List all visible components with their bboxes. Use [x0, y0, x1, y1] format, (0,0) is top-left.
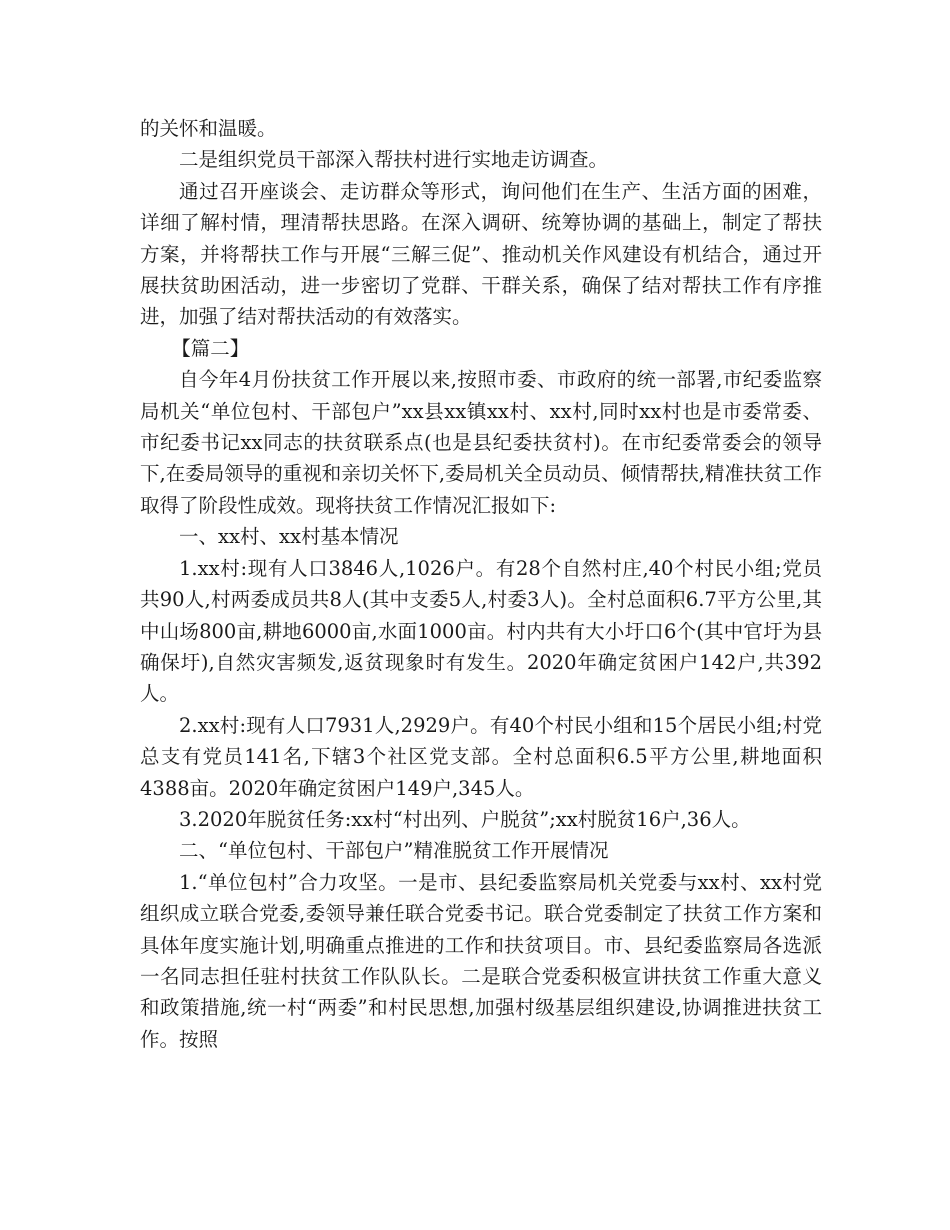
- paragraph-visit-details: 通过召开座谈会、走访群众等形式，询问他们在生产、生活方面的困难，详细了解村情，理清帮扶思路。在深入调研、统筹协调的基础上，制定了帮扶方案，并将帮扶工作与开展“三解三促”、推动机关作风建设有机结合，通过开展扶贫助困活动，进一步密切了党群、干群关系，确保了结对帮扶工作有序推进，加强了结对帮扶活动的有效落实。: [140, 179, 822, 329]
- paragraph-unit-village: 1.“单位包村”合力攻坚。一是市、县纪委监察局机关党委与xx村、xx村党组织成立联合党委,委领导兼任联合党委书记。联合党委制定了扶贫工作方案和具体年度实施计划,明确重点推进的工作和扶贫项目。市、县纪委监察局各选派一名同志担任驻村扶贫工作队队长。二是联合党委积极宣讲扶贫工作重大意义和政策措施,统一村“两委”和村民思想,加强村级基层组织建设,协调推进扶贫工作。按照: [140, 870, 822, 1051]
- paragraph-intro: 自今年4月份扶贫工作开展以来,按照市委、市政府的统一部署,市纪委监察局机关“单位包村、干部包户”xx县xx镇xx村、xx村,同时xx村也是市委常委、市纪委书记xx同志的扶贫联系点(也是县纪委扶贫村)。在市纪委常委会的领导下,在委局领导的重视和亲切关怀下,委局机关全员动员、倾情帮扶,精准扶贫工作取得了阶段性成效。现将扶贫工作情况汇报如下:: [140, 368, 822, 517]
- heading-basic-situation: 一、xx村、xx村基本情况: [179, 525, 399, 549]
- paragraph-village-two: 2.xx村:现有人口7931人,2929户。有40个村民小组和15个居民小组;村党总支有党员141名,下辖3个社区党支部。全村总面积6.5平方公里,耕地面积4388亩。2020年确定贫困户149户,345人。: [140, 713, 822, 800]
- paragraph-poverty-task: 3.2020年脱贫任务:xx村“村出列、户脱贫”;xx村脱贫16户,36人。: [179, 807, 751, 831]
- paragraph-village-one: 1.xx村:现有人口3846人,1026户。有28个自然村庄,40个村民小组;党员共90人,村两委成员共8人(其中支委5人,村委3人)。全村总面积6.7平方公里,其中山场800亩,耕地6000亩,水面1000亩。村内共有大小圩口6个(其中官圩为县确保圩),自然灾害频发,返贫现象时有发生。2020年确定贫困户142户,共392人。: [140, 556, 822, 706]
- section-heading-part-two: 【篇二】: [171, 336, 250, 360]
- heading-work-progress: 二、“单位包村、干部包户”精准脱贫工作开展情况: [179, 839, 609, 863]
- paragraph-field-visit: 二是组织党员干部深入帮扶村进行实地走访调查。: [179, 148, 609, 172]
- document-body: [140, 113, 822, 1055]
- paragraph-continuation: 的关怀和温暖。: [140, 117, 277, 140]
